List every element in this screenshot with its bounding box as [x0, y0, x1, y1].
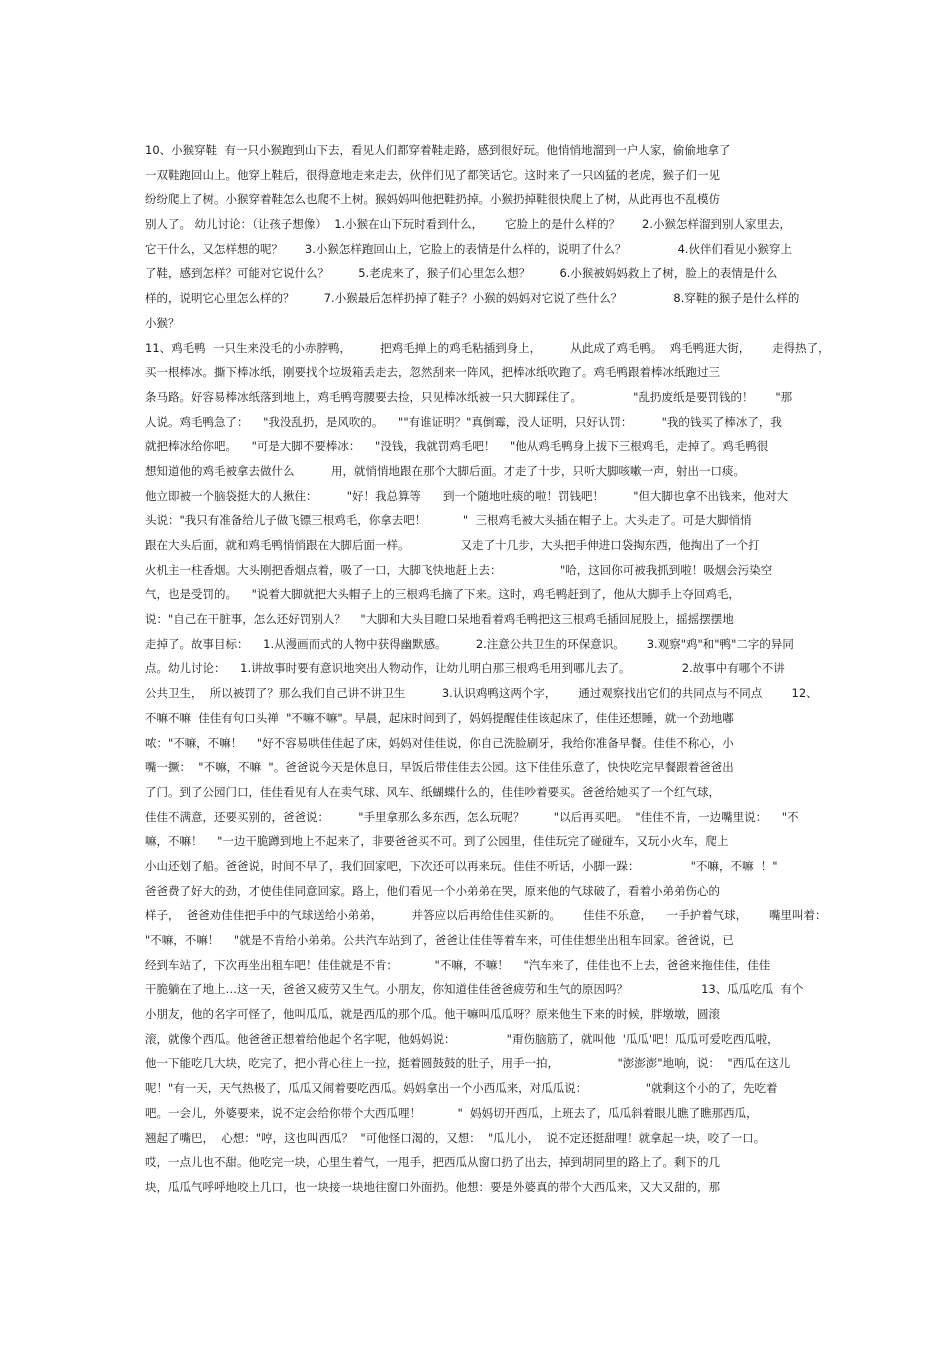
text-line: 了门。到了公园门口，佳佳看见有人在卖气球、风车、纸蝴蝶什么的，佳佳吵着要买。爸爸给她买了一个红气球， [145, 784, 720, 799]
text-line: 火机主一柱香烟。大头刚把香烟点着，吸了一口，大脚飞快地赶上去： "哈，这回你可被我抓到啦！吸烟会污染空 [145, 562, 773, 577]
text-line: 呢！"有一天，天气热极了，瓜瓜又闹着要吃西瓜。妈妈拿出一个小西瓜来，对瓜瓜说： "就剩这个小的了，先吃着 [145, 1081, 778, 1096]
text-line: 买一根棒冰。撕下棒冰纸，刚要找个垃圾箱丢走去，忽然刮来一阵风，把棒冰纸吹跑了。鸡毛鸭跟着棒冰纸跑过三 [145, 365, 720, 380]
text-line: 佳佳不满意，还要买别的，爸爸说： "手里拿那么多东西，怎么玩呢？ "以后再买吧。 "佳佳不肯，一边嘴里说： "不 [145, 809, 799, 824]
text-line: 哝："不嘛，不嘛！ "好不容易哄佳佳起了床，妈妈对佳佳说，你自己洗脸刷牙，我给你准备早餐。佳佳不称心，小 [145, 735, 734, 750]
text-line: 条马路。好容易棒冰纸落到地上，鸡毛鸭弯腰要去捡，只见棒冰纸被一只大脚踩住了。 "乱扔废纸是要罚钱的！ "那 [145, 389, 793, 404]
text-line: 小朋友，他的名字可怪了，他叫瓜瓜，就是西瓜的那个瓜。他干嘛叫瓜瓜呀？原来他生下来的时候，胖墩墩，圆滚 [145, 1007, 720, 1022]
text-line: 公共卫生， 所以被罚了？那么我们自己讲不讲卫生 3.认识鸡鸭这两个字， 通过观察找出它们的共同点与不同点 12、 [145, 686, 818, 701]
text-line: 纷纷爬上了树。小猴穿着鞋怎么也爬不上树。猴妈妈叫他把鞋扔掉。小猴扔掉鞋很快爬上了树，从此再也不乱模仿 [145, 192, 720, 207]
text-line: 一双鞋跑回山上。他穿上鞋后，很得意地走来走去，伙伴们见了都笑话它。这时来了一只凶猛的老虎，猴子们一见 [145, 167, 720, 182]
text-line: 爸爸费了好大的劲，才使佳佳同意回家。路上，他们看见一个小弟弟在哭，原来他的气球破了，看着小弟弟伤心的 [145, 883, 720, 898]
text-line: 他立即被一个脑袋挺大的人揪住： "好！我总算等 到一个随地吐痰的啦！罚钱吧！ "但大脚也拿不出钱来，他对大 [145, 488, 788, 503]
text-line: 不嘛不嘛 佳佳有句口头禅 "不嘛不嘛"。早晨，起床时间到了，妈妈提醒佳佳该起床了，佳佳还想睡，就一个劲地嘟 [145, 710, 734, 725]
text-line: 人说。鸡毛鸭急了： "我没乱扔，是风吹的。 ""有谁证明？"真倒霉，没人证明，只好认罚： "我的钱买了棒冰了，我 [145, 414, 782, 429]
text-line: 嘴一撅： "不嘛，不嘛 "。爸爸说今天是休息日，早饭后带佳佳去公园。这下佳佳乐意了，快快吃完早餐跟着爸爸出 [145, 760, 734, 775]
text-line: 样的，说明它心里怎么样的？ 7.小猴最后怎样扔掉了鞋子？小猴的妈妈对它说了些什么？ 8.穿鞋的猴子是什么样的 [145, 291, 800, 306]
text-line: 经到车站了，下次再坐出租车吧！佳佳就是不肯： "不嘛，不嘛！ "汽车来了，佳佳也不上去，爸爸来拖佳佳，佳佳 [145, 957, 771, 972]
text-line: 了鞋，感到怎样？可能对它说什么？ 5.老虎来了，猴子们心里怎么想？ 6.小猴被妈妈救上了树，脸上的表情是什么 [145, 266, 778, 281]
text-line: 哎，一点儿也不甜。他吃完一块，心里生着气，一甩手，把西瓜从窗口扔了出去，掉到胡同里的路上了。剩下的几 [145, 1155, 720, 1170]
text-line: 就把棒冰给你吧。 "可是大脚不要棒冰： "没钱，我就罚鸡毛吧！ "他从鸡毛鸭身上拔下三根鸡毛，走掉了。鸡毛鸭很 [145, 439, 769, 454]
text-line: 11、鸡毛鸭 一只生来没毛的小赤脖鸭， 把鸡毛掸上的鸡毛粘插到身上， 从此成了鸡毛鸭。 鸡毛鸭逛大街， 走得热了， [145, 340, 830, 355]
text-line: 走掉了。故事目标： 1.从漫画而式的人物中获得幽默感。 2.注意公共卫生的环保意识。 3.观察"鸡"和"鸭"二字的异同 [145, 636, 794, 651]
text-line: 嘛，不嘛！ "一边干脆蹲到地上不起来了，非要爸爸买不可。到了公园里，佳佳玩完了碰碰车，又玩小火车，爬上 [145, 834, 729, 849]
text-line: "不嘛，不嘛！ "就是不肯给小弟弟。公共汽车站到了，爸爸让佳佳等着车来，可佳佳想坐出租车回家。爸爸说，已 [145, 933, 734, 947]
text-line: 跟在大头后面，就和鸡毛鸭悄悄跟在大脚后面一样。 又走了十几步，大头把手伸进口袋掏东西，他掏出了一个打 [145, 538, 760, 552]
text-line: 干脆躺在了地上…这一天，爸爸又疲劳又生气。小朋友，你知道佳佳爸爸疲劳和生气的原因吗？ 13、瓜瓜吃瓜 有个 [145, 982, 804, 997]
text-line: 说："自己在干脏事，怎么还好罚别人？ "大脚和大头目瞪口呆地看着鸡毛鸭把这三根鸡毛插回屁股上，摇摇摆摆地 [145, 612, 734, 627]
story-text [145, 138, 865, 1200]
text-line: 块，瓜瓜气呼呼地咬上几口，也一块接一块地往窗口外面扔。他想：要是外婆真的带个大西瓜来，又大又甜的，那 [145, 1179, 720, 1194]
text-line: 头说："我只有准备给儿子做飞镖三根鸡毛，你拿去吧！ " 三根鸡毛被大头插在帽子上。大头走了。可是大脚悄悄 [145, 513, 752, 528]
text-line: 10、小猴穿鞋 有一只小猴跑到山下去，看见人们都穿着鞋走路，感到很好玩。他悄悄地溜到一户人家，偷偷地拿了 [145, 143, 731, 157]
text-line: 气，也是受罚的。 "说着大脚就把大头帽子上的三根鸡毛摘了下来。这时，鸡毛鸭赶到了，他从大脚手上夺回鸡毛， [145, 587, 740, 602]
text-line: 点。幼儿讨论： 1.讲故事时要有意识地突出人物动作，让幼儿明白那三根鸡毛用到哪儿去了。 2.故事中有哪个不讲 [145, 661, 785, 676]
text-line: 翘起了嘴巴， 心想："哼，这也叫西瓜？ "可他怪口渴的，又想： "瓜儿小， 说不定还挺甜哩！就拿起一块，咬了一口。 [145, 1130, 766, 1145]
text-line: 他一下能吃几大块，吃完了，把小背心往上一拉，挺着圆鼓鼓的肚子，用手一拍， "澎澎澎"地响，说： "西瓜在这儿 [145, 1056, 791, 1071]
text-line: 样子， 爸爸劝佳佳把手中的气球送给小弟弟， 并答应以后再给佳佳买新的。 佳佳不乐意， 一手护着气球， 嘴里叫着： [145, 908, 827, 923]
text-line: 吧。一会儿，外婆要来，说不定会给你带个大西瓜哩！ " 妈妈切开西瓜，上班去了，瓜瓜斜着眼儿瞧了瞧那西瓜， [145, 1105, 758, 1120]
text-line: 别人了。 幼儿讨论：（让孩子想像） 1.小猴在山下玩时看到什么， 它脸上的是什么样的？ 2.小猴怎样溜到别人家里去， [145, 217, 792, 232]
text-line: 小猴？ [145, 315, 180, 330]
text-line: 小山还划了船。爸爸说，时间不早了，我们回家吧，下次还可以再来玩。佳佳不听话，小脚一跺： "不嘛，不嘛 ！" [145, 858, 778, 873]
text-line: 它干什么，又怎样想的呢？ 3.小猴怎样跑回山上，它脸上的表情是什么样的，说明了什么？ 4.伙伴们看见小猴穿上 [145, 241, 793, 256]
text-line: 滚，就像个西瓜。他爸爸正想着给他起个名字呢，他妈妈说： "甭伤脑筋了，就叫他 '瓜瓜'吧！瓜瓜可爱吃西瓜啦， [145, 1031, 779, 1046]
text-line: 想知道他的鸡毛被拿去做什么 用，就悄悄地跟在那个大脚后面。才走了十步，只听大脚咳嗽一声，射出一口痰。 [145, 463, 746, 478]
